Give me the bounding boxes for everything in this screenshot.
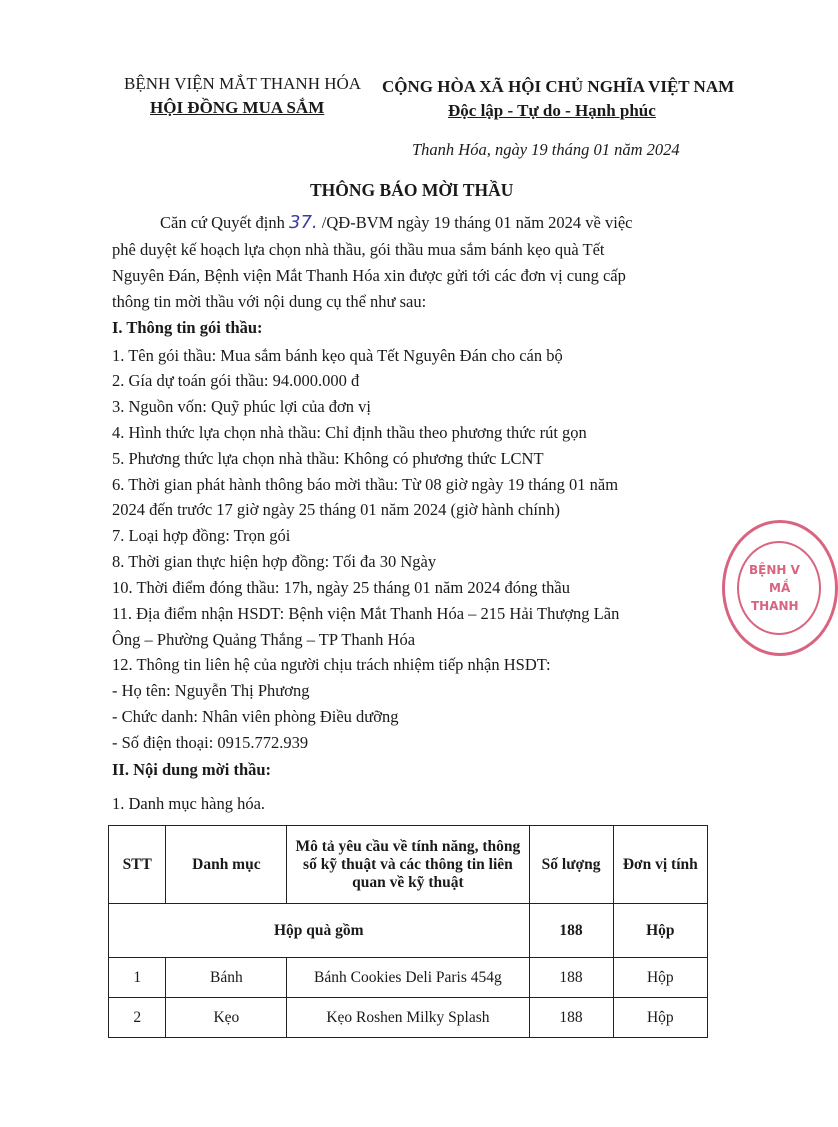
- col-header-unit: Đơn vị tính: [613, 826, 707, 904]
- info-item: 7. Loại hợp đồng: Trọn gói: [112, 526, 291, 545]
- table-group-row: [109, 904, 708, 958]
- group-label: Hộp quà gồm: [109, 904, 530, 958]
- row-quantity: 188: [529, 998, 613, 1038]
- intro-line-3: Nguyên Đán, Bệnh viện Mắt Thanh Hóa xin được gửi tới các đơn vị cung cấp: [112, 266, 626, 285]
- date-line: Thanh Hóa, ngày 19 tháng 01 năm 2024: [412, 140, 680, 159]
- table-row: [109, 958, 708, 998]
- table-header-row: [109, 826, 708, 904]
- section-1-heading: I. Thông tin gói thầu:: [112, 318, 263, 337]
- contact-title: - Chức danh: Nhân viên phòng Điều dưỡng: [112, 707, 399, 726]
- info-item: 12. Thông tin liên hệ của người chịu trách nhiệm tiếp nhận HSDT:: [112, 655, 551, 674]
- intro-line-2: phê duyệt kế hoạch lựa chọn nhà thầu, gói thầu mua sắm bánh kẹo quà Tết: [112, 240, 605, 259]
- row-unit: Hộp: [613, 998, 707, 1038]
- contact-phone: - Số điện thoại: 0915.772.939: [112, 733, 309, 752]
- intro-line-1: Căn cứ Quyết định 37. /QĐ-BVM ngày 19 tháng 01 năm 2024 về việc: [160, 212, 633, 233]
- info-item: 3. Nguồn vốn: Quỹ phúc lợi của đơn vị: [112, 397, 371, 416]
- section-2-subheading: 1. Danh mục hàng hóa.: [112, 794, 266, 813]
- org-name: BỆNH VIỆN MẮT THANH HÓA: [124, 74, 362, 93]
- info-item: 2024 đến trước 17 giờ ngày 25 tháng 01 năm 2024 (giờ hành chính): [112, 500, 560, 519]
- row-description: Kẹo Roshen Milky Splash: [287, 998, 529, 1038]
- info-item: 2. Gía dự toán gói thầu: 94.000.000 đ: [112, 371, 360, 390]
- info-item: 1. Tên gói thầu: Mua sắm bánh kẹo quà Tết Nguyên Đán cho cán bộ: [112, 346, 563, 365]
- row-description: Bánh Cookies Deli Paris 454g: [287, 958, 529, 998]
- info-item: Ông – Phường Quảng Thắng – TP Thanh Hóa: [112, 630, 416, 649]
- info-item: 4. Hình thức lựa chọn nhà thầu: Chỉ định thầu theo phương thức rút gọn: [112, 423, 587, 442]
- section-2-heading: II. Nội dung mời thầu:: [112, 760, 272, 779]
- intro-line-4: thông tin mời thầu với nội dung cụ thể như sau:: [112, 292, 427, 311]
- row-stt: 1: [109, 958, 166, 998]
- info-item: 11. Địa điểm nhận HSDT: Bệnh viện Mắt Thanh Hóa – 215 Hải Thượng Lãn: [112, 604, 620, 623]
- info-item: 6. Thời gian phát hành thông báo mời thầu: Từ 08 giờ ngày 19 tháng 01 năm: [112, 475, 619, 494]
- col-header-stt: STT: [109, 826, 166, 904]
- col-header-description: Mô tả yêu cầu về tính năng, thông số kỹ thuật và các thông tin liên quan về kỹ thuật: [287, 826, 529, 904]
- row-stt: 2: [109, 998, 166, 1038]
- document-title: THÔNG BÁO MỜI THẦU: [310, 180, 514, 200]
- hospital-seal-stamp: BỆNH V MẮ THANH: [722, 520, 838, 656]
- info-item: 5. Phương thức lựa chọn nhà thầu: Không có phương thức LCNT: [112, 449, 544, 468]
- table-row: [109, 998, 708, 1038]
- col-header-category: Danh mục: [166, 826, 287, 904]
- national-motto: Độc lập - Tự do - Hạnh phúc: [448, 101, 656, 120]
- org-subname: HỘI ĐỒNG MUA SẮM: [150, 98, 325, 117]
- national-title: CỘNG HÒA XÃ HỘI CHỦ NGHĨA VIỆT NAM: [382, 77, 735, 96]
- col-header-quantity: Số lượng: [529, 826, 613, 904]
- contact-name: - Họ tên: Nguyễn Thị Phương: [112, 681, 310, 700]
- row-category: Kẹo: [166, 998, 287, 1038]
- decision-number: 37.: [289, 212, 318, 233]
- group-unit: Hộp: [613, 904, 707, 958]
- row-category: Bánh: [166, 958, 287, 998]
- group-quantity: 188: [529, 904, 613, 958]
- info-item: 10. Thời điểm đóng thầu: 17h, ngày 25 tháng 01 năm 2024 đóng thầu: [112, 578, 570, 597]
- row-quantity: 188: [529, 958, 613, 998]
- goods-table: [108, 825, 708, 1038]
- row-unit: Hộp: [613, 958, 707, 998]
- info-item: 8. Thời gian thực hiện hợp đồng: Tối đa 30 Ngày: [112, 552, 437, 571]
